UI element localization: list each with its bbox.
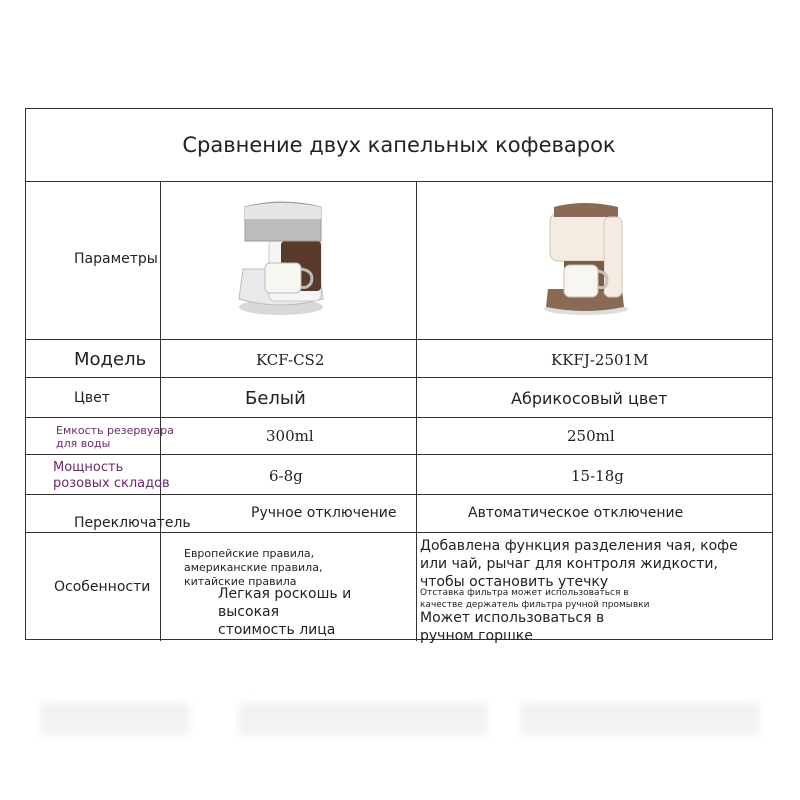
power-label [53, 460, 170, 492]
capacity-a-value: 300ml [266, 427, 314, 445]
features-a-standards-line: китайские правила [184, 575, 297, 588]
features-b-tea-coffee [420, 537, 738, 591]
features-b-filter [420, 587, 649, 611]
capacity-label-line2: для воды [56, 437, 111, 450]
model-label: Модель [74, 349, 147, 370]
row-divider [26, 339, 772, 340]
blurred-artifact [40, 702, 190, 736]
row-divider [26, 377, 772, 378]
blurred-artifact [520, 702, 760, 736]
switch-label: Переключатель [74, 515, 191, 531]
row-divider [26, 417, 772, 418]
features-b-filter-line: Отставка фильтра может использоваться в [420, 588, 629, 598]
features-a-luxury-line: Легкая роскошь и [218, 586, 352, 602]
model-a-value: KCF-CS2 [256, 351, 325, 369]
features-a-standards [184, 547, 322, 589]
power-label-line1: Мощность [53, 460, 124, 475]
features-b-line: Добавлена функция разделения чая, кофе [420, 538, 738, 554]
color-label: Цвет [74, 390, 110, 406]
features-b-line: чтобы остановить утечку [420, 574, 609, 590]
features-b-line: или чай, рычаг для контроля жидкости, [420, 556, 718, 572]
features-b-pot-line: Может использоваться в [420, 610, 605, 626]
switch-b-value: Автоматическое отключение [468, 505, 684, 521]
model-b-value: KKFJ-2501M [551, 351, 649, 369]
features-a-standards-line: Европейские правила, [184, 547, 315, 560]
coffee-maker-apricot-image [534, 199, 634, 319]
features-a-luxury-line: высокая [218, 604, 280, 620]
comparison-table [25, 108, 773, 644]
capacity-label [56, 424, 174, 450]
features-b-filter-line: качестве держатель фильтра ручной промывки [420, 600, 650, 610]
params-label: Параметры [74, 251, 158, 267]
row-divider [26, 532, 772, 533]
power-label-line2: розовых складов [53, 476, 170, 491]
features-a-luxury [218, 585, 351, 639]
column-divider [416, 181, 417, 641]
power-b-value: 15-18g [571, 467, 624, 485]
row-divider [26, 454, 772, 455]
row-divider [26, 494, 772, 495]
features-a-standards-line: американские правила, [184, 561, 323, 574]
row-divider [26, 181, 772, 182]
table-title: Сравнение двух капельных кофеварок [182, 133, 616, 157]
coffee-maker-white-image [231, 199, 331, 319]
blurred-artifact [238, 702, 488, 736]
color-b-value: Абрикосовый цвет [511, 389, 668, 408]
capacity-label-line1: Емкость резервуара [56, 424, 174, 437]
switch-a-value: Ручное отключение [251, 505, 397, 521]
features-label: Особенности [54, 579, 151, 595]
features-a-luxury-line: стоимость лица [218, 622, 336, 638]
power-a-value: 6-8g [269, 467, 303, 485]
features-b-pot [420, 609, 604, 645]
column-divider [160, 181, 161, 641]
capacity-b-value: 250ml [567, 427, 615, 445]
color-a-value: Белый [245, 388, 306, 409]
features-b-pot-line: ручном горшке [420, 628, 533, 644]
